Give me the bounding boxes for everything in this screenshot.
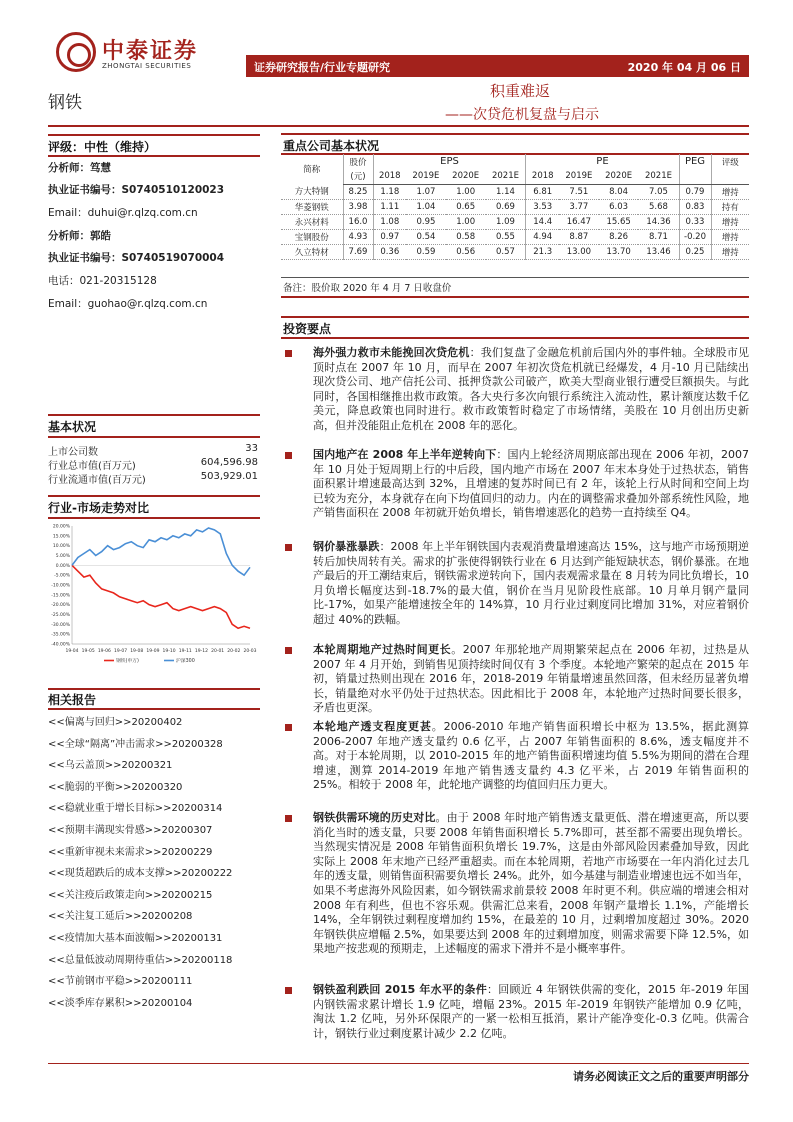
industry-label: 钢铁 xyxy=(48,93,82,113)
basic-bottom-rule xyxy=(48,436,260,438)
table-row xyxy=(281,214,749,229)
y-tick-label: -30.00% xyxy=(51,622,70,628)
related-report-link[interactable]: <<总量低波动周期待重估>>20200118 xyxy=(48,954,233,966)
row-rating: 增持 xyxy=(711,244,749,259)
row-price: 4.93 xyxy=(343,229,373,244)
analyst-1-email[interactable]: Email：duhui@r.qlzq.com.cn xyxy=(48,207,198,219)
invest-point xyxy=(313,346,749,434)
row-pe: 16.47 xyxy=(559,214,599,229)
table-title: 重点公司基本状况 xyxy=(283,139,380,153)
company-logo-icon xyxy=(56,32,96,72)
row-name: 宝钢股份 xyxy=(281,229,343,244)
invest-point xyxy=(313,643,749,716)
invest-point xyxy=(313,540,749,628)
y-tick-label: 20.00% xyxy=(52,524,70,530)
related-report-link[interactable]: <<乌云盖顶>>20200321 xyxy=(48,760,173,772)
x-tick-label: 19-10 xyxy=(162,649,176,654)
analyst-2-email[interactable]: Email：guohao@r.qlzq.com.cn xyxy=(48,298,208,310)
y-tick-label: -5.00% xyxy=(54,573,70,579)
row-eps: 0.57 xyxy=(486,244,526,259)
page-subtitle: ——次贷危机复盘与启示 xyxy=(445,107,599,123)
table-row xyxy=(281,184,749,199)
invest-point-lead: 国内地产在 2008 年上半年逆转向下 xyxy=(313,448,497,461)
col-year: 2021E xyxy=(486,169,526,184)
row-eps: 0.54 xyxy=(406,229,446,244)
col-year: 2021E xyxy=(638,169,679,184)
invest-point xyxy=(313,720,749,793)
row-eps: 1.08 xyxy=(373,214,406,229)
y-tick-label: -40.00% xyxy=(51,642,70,648)
x-tick-label: 19-11 xyxy=(178,649,192,654)
row-eps: 1.09 xyxy=(486,214,526,229)
basic-row xyxy=(48,457,258,472)
rating-label: 评级：中性（维持） xyxy=(48,140,157,154)
invest-point xyxy=(313,811,749,957)
row-price: 8.25 xyxy=(343,184,373,199)
x-tick-label: 20-01 xyxy=(211,649,225,654)
y-tick-label: -10.00% xyxy=(51,583,70,589)
invest-point-text: ：2008 年上半年钢铁国内表观消费量增速高达 15%，这与地产市场预期逆转后加快周转有关。需求的扩张使得钢铁行业在 6 月达到产能短缺状态，钢价暴涨。在地产最后的开工潮结束后，钢铁需求逆转向下，国内表观需求量在 8 月转为同比负增长，10 月负增长幅度达到-18.7%的最大值，钢价在当月见阶段性底部。10 月单月钢产量同比-17%，如果产能增速按全年的 14%算，10 月行业过剩度同比增加 31%，对应着钢价超过 40%的跌幅。 xyxy=(313,540,750,626)
bullet-icon xyxy=(285,350,292,357)
table-row xyxy=(281,199,749,214)
invest-point-text: 。由于 2008 年时地产销售透支量更低、潜在增速更高，所以要消化当时的透支量，只要 2008 年销售面积增长 5.7%即可，甚至都不需要出现负增长。当然现实情况是 2008 年销售面积负增长 19.7%，这是由外部风险因素叠加导致，因此实际上 2008 年末地产已经严重超卖。而在本轮周期，若地产市场要在一年内消化过去几年的透支量，则销售面积需要负增长 24%。此外，如今基建与制造业增速也远不如当年，如果不考虑海外风险因素，如今钢铁需求前景较 2008 年时更不利。供应端的增速会相对 2008 年有利些，但也不容乐观。供需汇总来看，2008 年钢产量增长 1.1%，产能增长 14%，全年钢铁过剩程度增加约 15%，在最差的 10 月，过剩增加度超过 30%。2020 年钢铁供应增幅 2.5%，如果要达到 2008 年的过剩增加度，则需求需要下降 12.5%，如果地产按悲观的预期走，上述幅度的需求下滑并不是小概率事件。 xyxy=(313,811,749,956)
related-report-link[interactable]: <<稳就业重于增长目标>>20200314 xyxy=(48,803,223,815)
row-eps: 1.00 xyxy=(446,184,486,199)
col-eps: EPS xyxy=(373,154,526,169)
row-pe: 3.77 xyxy=(559,199,599,214)
row-pe: 13.70 xyxy=(599,244,639,259)
col-rating: 评级 xyxy=(711,154,749,169)
bullet-icon xyxy=(285,724,292,731)
x-tick-label: 20-03 xyxy=(243,649,257,654)
row-pe: 7.51 xyxy=(559,184,599,199)
row-pe: 8.71 xyxy=(638,229,679,244)
related-report-link[interactable]: <<关注复工延后>>20200208 xyxy=(48,911,193,923)
row-peg: 0.83 xyxy=(679,199,711,214)
col-year: 2020E xyxy=(446,169,486,184)
col-pe: PE xyxy=(526,154,679,169)
basic-label: 行业流通市值(百万元) xyxy=(48,475,146,486)
row-pe: 13.00 xyxy=(559,244,599,259)
row-eps: 0.58 xyxy=(446,229,486,244)
x-tick-label: 19-12 xyxy=(194,649,208,654)
invest-point-text: ：国内上轮经济周期底部出现在 2006 年初，2007 年 10 月处于短周期上行的中后段，国内地产市场在 2007 年末本身处于过热状态，销售面积累计增速最高达到 32%，且增速的复苏时间已有 2 年，该轮上行从时间和空间上均已较为充分，本身就存在向下均值回归的动力。内在的调整需求叠加外部系统性风险，地产销售面积在 2008 年初就开始负增长，销售增速恶化的趋势一直持续至 Q4。 xyxy=(313,448,750,520)
related-bottom-rule xyxy=(48,708,260,710)
related-report-link[interactable]: <<偏离与回归>>20200402 xyxy=(48,717,183,728)
row-eps: 0.97 xyxy=(373,229,406,244)
table-bottom-rule xyxy=(281,277,749,278)
basic-title: 基本状况 xyxy=(48,420,97,434)
chart-top-rule xyxy=(48,495,260,497)
row-pe: 13.46 xyxy=(638,244,679,259)
bullet-icon xyxy=(285,815,292,822)
row-peg: 0.33 xyxy=(679,214,711,229)
row-price: 16.0 xyxy=(343,214,373,229)
col-peg: PEG xyxy=(679,154,711,169)
chart-title: 行业-市场走势对比 xyxy=(48,501,149,515)
basic-value: 33 xyxy=(245,443,258,454)
footer-rule xyxy=(48,1063,749,1064)
company-table xyxy=(281,154,749,260)
report-type: 证券研究报告/行业专题研究 xyxy=(254,61,391,74)
x-tick-label: 19-05 xyxy=(81,649,95,654)
row-pe: 21.3 xyxy=(526,244,559,259)
invest-point-lead: 海外强力救市未能挽回次贷危机 xyxy=(313,346,470,359)
row-pe: 14.36 xyxy=(638,214,679,229)
row-pe: 3.53 xyxy=(526,199,559,214)
row-eps: 1.00 xyxy=(446,214,486,229)
y-tick-label: 0.00% xyxy=(55,563,70,569)
related-report-link[interactable]: <<关注疫后政策走向>>20200215 xyxy=(48,889,213,901)
basic-value: 604,596.98 xyxy=(200,457,258,468)
legend-label: 钢铁(申万) xyxy=(116,659,139,664)
invest-point-text: ：我们复盘了金融危机前后国内外的事件轴。全球股市见顶时点在 2007 年 10 月，而早在 2007 年初次贷危机就已经爆发，4 月-10 月已陆续出现次贷公司、地产信托公司、抵押贷款公司破产，欧美大型商业银行遭受巨额损失。与此同时，各国相继推出救市政策。各大央行多次向银行系统注入流动性，累计额度达数千亿美元，降息政策也同时进行。救市政策暂时稳定了市场情绪，美股在 10 月创出历史新高，但并没能阻止危机在 2008 年的恶化。 xyxy=(313,346,749,432)
invest-point xyxy=(313,983,749,1041)
basic-label: 上市公司数 xyxy=(48,447,98,458)
invest-point-text: ：回顾近 4 年钢铁供需的变化，2015 年-2019 年国内钢铁需求累计增长 1.9 亿吨，增幅 23%。2015 年-2019 年钢铁产能增加 0.9 亿吨，淘汰 1.2 亿吨，另外环保限产的一紧一松相互抵消，累计产能净变化-0.3 亿吨。供需合计，钢铁行业过剩度累计减少 2.2 亿吨。 xyxy=(313,983,749,1040)
related-report-link[interactable]: <<全球“隔离”冲击需求>>20200328 xyxy=(48,738,223,750)
analyst-2-cert: 执业证书编号：S0740519070004 xyxy=(48,252,225,264)
related-report-link[interactable]: <<现货超跌后的成本支撑>>20200222 xyxy=(48,868,233,880)
invest-point-lead: 本轮地产透支程度更甚 xyxy=(313,720,432,733)
series-line-0 xyxy=(72,565,250,628)
related-report-link[interactable]: <<节前钢市平稳>>20200111 xyxy=(48,976,193,988)
invest-title: 投资要点 xyxy=(283,322,332,336)
bullet-icon xyxy=(285,987,292,994)
row-eps: 0.36 xyxy=(373,244,406,259)
row-peg: 0.25 xyxy=(679,244,711,259)
row-pe: 5.68 xyxy=(638,199,679,214)
bullet-icon xyxy=(285,452,292,459)
row-eps: 0.56 xyxy=(446,244,486,259)
bullet-icon xyxy=(285,647,292,654)
x-tick-label: 19-08 xyxy=(130,649,144,654)
table-note: 备注：股价取 2020 年 4 月 7 日收盘价 xyxy=(283,283,452,294)
invest-point-lead: 钢铁供需环境的历史对比 xyxy=(313,811,436,824)
chart-bottom-rule xyxy=(48,517,260,519)
related-report-link[interactable]: <<脆弱的平衡>>20200320 xyxy=(48,781,183,793)
row-eps: 1.14 xyxy=(486,184,526,199)
invest-point-lead: 钢铁盈利跌回 2015 年水平的条件 xyxy=(313,983,487,996)
row-pe: 7.05 xyxy=(638,184,679,199)
invest-top-rule xyxy=(281,316,749,318)
basic-label: 行业总市值(百万元) xyxy=(48,461,136,472)
invest-point xyxy=(313,448,749,521)
y-tick-label: -35.00% xyxy=(51,632,70,638)
row-pe: 8.04 xyxy=(599,184,639,199)
y-tick-label: -15.00% xyxy=(51,593,70,599)
row-name: 方大特钢 xyxy=(281,184,343,199)
basic-row xyxy=(48,443,258,458)
related-top-rule xyxy=(48,688,260,690)
legend-label: 沪深300 xyxy=(176,659,195,664)
row-eps: 0.65 xyxy=(446,199,486,214)
x-tick-label: 19-09 xyxy=(146,649,160,654)
row-rating: 增持 xyxy=(711,184,749,199)
y-tick-label: -25.00% xyxy=(51,613,70,618)
related-report-link[interactable]: <<预期丰满现实骨感>>20200307 xyxy=(48,825,213,836)
report-date: 2020 年 04 月 06 日 xyxy=(627,61,741,74)
company-name-cn: 中泰证券 xyxy=(102,39,199,64)
related-report-link[interactable]: <<淡季库存累积>>20200104 xyxy=(48,997,193,1009)
x-tick-label: 19-06 xyxy=(97,649,111,654)
invest-point-lead: 钢价暴涨暴跌 xyxy=(313,540,380,553)
footer-disclaimer: 请务必阅读正文之后的重要声明部分 xyxy=(573,1070,749,1083)
row-rating: 增持 xyxy=(711,214,749,229)
table-note-rule xyxy=(281,296,749,298)
table-row xyxy=(281,244,749,259)
row-rating: 增持 xyxy=(711,229,749,244)
related-report-link[interactable]: <<重新审视未来需求>>20200229 xyxy=(48,846,213,858)
col-year: 2019E xyxy=(406,169,446,184)
related-title: 相关报告 xyxy=(48,693,97,707)
header-bar xyxy=(246,55,749,77)
row-eps: 0.69 xyxy=(486,199,526,214)
x-tick-label: 20-02 xyxy=(227,649,241,654)
table-top-rule xyxy=(281,133,749,135)
col-year: 2018 xyxy=(373,169,406,184)
basic-value: 503,929.01 xyxy=(200,471,258,482)
row-pe: 14.4 xyxy=(526,214,559,229)
row-price: 7.69 xyxy=(343,244,373,259)
col-year: 2019E xyxy=(559,169,599,184)
y-tick-label: 15.00% xyxy=(52,534,70,540)
row-rating: 持有 xyxy=(711,199,749,214)
col-price-unit: (元) xyxy=(343,169,373,184)
row-pe: 8.87 xyxy=(559,229,599,244)
y-tick-label: 5.00% xyxy=(55,554,70,559)
table-row xyxy=(281,229,749,244)
company-name-en: ZHONGTAI SECURITIES xyxy=(102,62,192,70)
invest-point-lead: 本轮周期地产过热时间更长 xyxy=(313,643,452,656)
y-tick-label: 10.00% xyxy=(52,544,70,550)
row-eps: 1.07 xyxy=(406,184,446,199)
header-divider xyxy=(48,125,749,127)
rating-top-rule xyxy=(48,134,260,136)
row-name: 久立特材 xyxy=(281,244,343,259)
col-year: 2018 xyxy=(526,169,559,184)
col-year: 2020E xyxy=(599,169,639,184)
analyst-2-name: 分析师：郭皓 xyxy=(48,230,111,242)
row-name: 永兴材料 xyxy=(281,214,343,229)
row-eps: 1.11 xyxy=(373,199,406,214)
page-title: 积重难返 xyxy=(490,82,551,100)
bullet-icon xyxy=(285,544,292,551)
row-eps: 0.55 xyxy=(486,229,526,244)
row-pe: 6.81 xyxy=(526,184,559,199)
trend-chart xyxy=(40,520,260,670)
row-pe: 4.94 xyxy=(526,229,559,244)
invest-point-text: 。2006-2010 年地产销售面积增长中枢为 13.5%，据此测算 2006-2007 年地产透支量约 0.6 亿平，占 2007 年销售面积的 8.6%，透支幅度并不高。对于本轮周期，以 2010-2015 年的地产销售面积增速均值 5.5%为期间的潜在合理增速，测算 2014-2019 年地产销售透支量约 4.3 亿平米，占 2019 年销售面积的 25%。相较于 2008 年，此轮地产调整的均值回归压力更大。 xyxy=(313,720,749,792)
x-tick-label: 19-04 xyxy=(65,649,79,654)
related-report-link[interactable]: <<疫情加大基本面波幅>>20200131 xyxy=(48,933,223,944)
row-eps: 1.18 xyxy=(373,184,406,199)
invest-title-rule xyxy=(281,337,749,339)
basic-top-rule xyxy=(48,414,260,416)
col-name: 简称 xyxy=(303,165,321,175)
row-eps: 1.04 xyxy=(406,199,446,214)
analyst-2-phone: 电话：021-20315128 xyxy=(48,275,157,287)
analyst-1-cert: 执业证书编号：S0740510120023 xyxy=(48,184,225,196)
col-price: 股价 xyxy=(343,154,373,169)
row-eps: 0.95 xyxy=(406,214,446,229)
row-peg: -0.20 xyxy=(679,229,711,244)
rating-bottom-rule xyxy=(48,155,260,157)
row-eps: 0.59 xyxy=(406,244,446,259)
x-tick-label: 19-07 xyxy=(114,649,128,654)
analyst-1-name: 分析师：笃慧 xyxy=(48,162,111,174)
row-name: 华菱钢铁 xyxy=(281,199,343,214)
basic-row xyxy=(48,471,258,486)
row-price: 3.98 xyxy=(343,199,373,214)
y-tick-label: -20.00% xyxy=(51,603,70,609)
row-pe: 15.65 xyxy=(599,214,639,229)
row-pe: 8.26 xyxy=(599,229,639,244)
row-pe: 6.03 xyxy=(599,199,639,214)
row-peg: 0.79 xyxy=(679,184,711,199)
invest-point-text: 。2007 年那轮地产周期繁荣起点在 2006 年初，过热是从 2007 年 4 月开始，到销售见顶持续时间仅有 3 个季度。本轮地产繁荣的起点在 2015 年初，销量过热则出现在 2016 年，2018-2019 年销量增速虽然回落，但未经历显著负增长，销量绝对水平仍处于过热状态。因此相比于 2008 年，本轮地产过热时间要长很多，矛盾也更深。 xyxy=(313,643,749,715)
series-line-1 xyxy=(72,528,250,575)
